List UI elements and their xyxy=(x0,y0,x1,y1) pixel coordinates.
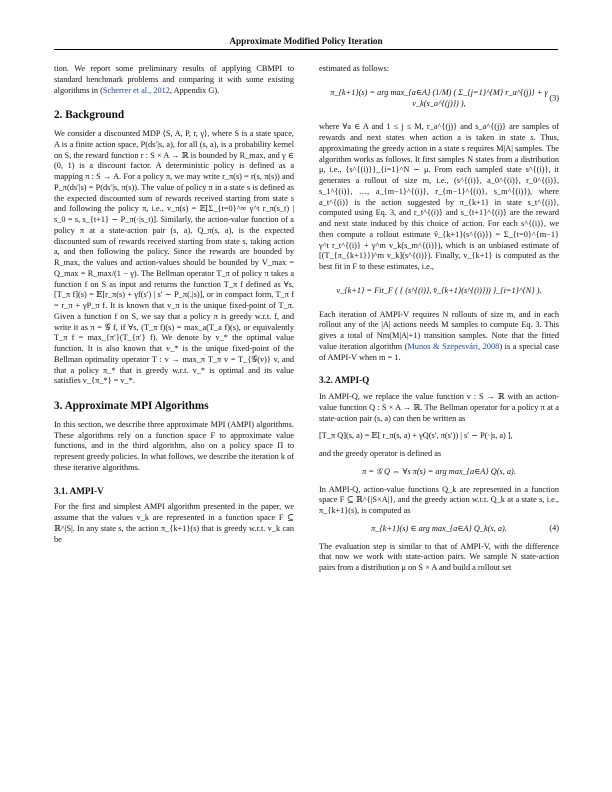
qk-paragraph: In AMPI-Q, action-value functions Q_k are represented in a function space F ⊆ ℝ^{|S×A|}, and the greedy action w.r.t. Q_k at a state s, i.e., π_{k+1}(s), is computed as xyxy=(319,484,559,515)
equation-greedy: π = 𝒢 Q ⇔ ∀s π(s) = arg max_{a∈A} Q(s, a). xyxy=(362,466,516,476)
equation-bellman-q: [T_π Q](s, a) = 𝔼[ r_π(s, a) + γQ(s′, π(s′)) | s′ ∼ P(·|s, a) ], xyxy=(319,431,513,441)
subsection-heading-ampi-q: 3.2. AMPI-Q xyxy=(319,375,370,386)
greedy-lead: and the greedy operator is defined as xyxy=(319,449,442,458)
section-heading-ampi: 3. Approximate MPI Algorithms xyxy=(54,400,209,412)
sampling-paragraph: where ∀a ∈ A and 1 ≤ j ≤ M, r_a^{(j)} and s_a^{(j)} are samples of rewards and next states when action a is taken in state s. Thus, approximating the greedy action in a state s requires M|A| samples. The algorithm works as follows. It first samples N states from a distribution μ, i.e., {s^{(i)}}_{i=1}^N ∼ μ. From each sampled state s^{(i)}, it generates a rollout of size m, i.e., (s^{(i)}, a_0^{(i)}, r_0^{(i)}, s_1^{(i)}, …, a_{m−1}^{(i)}, r_{m−1}^{(i)}, s_m^{(i)}), where a_t^{(i)} is the action suggested by π_{k+1} in state s_t^{(i)}, computed using Eq. 3, and r_t^{(i)} and s_{t+1}^{(i)} are the reward and next state induced by this choice of action. For each s^{(i)}, we then compute a rollout estimate v̂_{k+1}(s^{(i)}) = Σ_{t=0}^{m−1} γ^t r_t^{(i)} + γ^m v_k(s_m^{(i)}), which is an unbiased estimate of [(T_{π_{k+1}})^m v_k](s^{(i)}). Finally, v_{k+1} is computed as the best fit in F to these estimates, i.e., xyxy=(319,122,559,271)
equation-3: π_{k+1}(s) = arg max_{a∈A} (1/M) ( Σ_{j=1}^{M} r_a^{(j)} + γ v_k(s_a^{(j)}) ), (3) xyxy=(330,87,559,108)
intro-paragraph: tion. We report some preliminary results of applying CBMPI to standard benchmark problems and comparing it with some existing algorithms in (Scherrer et al., 2012, Appendix G). xyxy=(54,64,294,95)
left-column xyxy=(54,64,294,545)
equation-number: (3) xyxy=(549,93,559,103)
running-head: Approximate Modified Policy Iteration xyxy=(54,36,558,50)
ampi-v-paragraph: For the first and simplest AMPI algorithm presented in the paper, we assume that the values v_k are represented in a function space F ⊆ ℝ^|S|. In any state s, the action π_{k+1}(s) that is greedy w.r.t. v_k can be xyxy=(54,502,294,544)
citation-link[interactable]: Scherrer et al., 2012 xyxy=(102,85,170,95)
estimate-lead: estimated as follows: xyxy=(319,64,390,73)
ampi-intro-paragraph: In this section, we describe three approximate MPI (AMPI) algorithms. These algorithms rely on a function space F to approximate value functions, and in the third algorithm, also on a policy space Π to represent greedy policies. In what follows, we describe the iteration k of these iterative algorithms. xyxy=(54,419,294,472)
ampi-v-cost-paragraph: Each iteration of AMPI-V requires N rollouts of size m, and in each rollout any of the |A| actions needs M samples to compute Eq. 3. This gives a total of Nm(M|A|+1) transition samples. Note that the fitted value iteration algorithm (Munos & Szepesvári, 2008) is a special case of AMPI-V when m = 1. xyxy=(319,309,559,362)
equation-4: π_{k+1}(s) ∈ arg max_{a∈A} Q_k(s, a). (4) xyxy=(371,523,559,533)
background-paragraph: We consider a discounted MDP ⟨S, A, P, r, γ⟩, where S is a state space, A is a finite action space, P(ds′|s, a), for all (s, a), is a probability kernel on S, the reward function r : S × A → ℝ is bounded by R_max, and γ ∈ (0, 1) is a discount factor. A deterministic policy is defined as a mapping π : S → A. For a policy π, we may write r_π(s) = r(s, π(s)) and P_π(ds′|s) = P(ds′|s, π(s)). The value of policy π in a state s is defined as the expected discounted sum of rewards received starting from state s and following the policy π, i.e., v_π(s) = 𝔼[Σ_{t=0}^∞ γ^t r_π(s_t) | s_0 = s, s_{t+1} ∼ P_π(·|s_t)]. Similarly, the action-value function of a policy π at a state-action pair (s, a), Q_π(s, a), is the expected discounted sum of rewards received starting from state s, taking action a, and then following the policy. Since the rewards are bounded by R_max, the values and action-values should be bounded by V_max = Q_max = R_max/(1 − γ). The Bellman operator T_π of policy π takes a function f on S as input and returns the function T_π f defined as ∀s, [T_π f](s) = 𝔼[r_π(s) + γf(s′) | s′ ∼ P_π(.|s)], or in compact form, T_π f = r_π + γP_π f. It is known that v_π is the unique fixed-point of T_π. Given a function f on S, we say that a policy π is greedy w.r.t. f, and write it as π = 𝒢 f, if ∀s, (T_π f)(s) = max_a(T_a f)(s), or equivalently T_π f = max_{π′}(T_{π′} f). We denote by v_* the optimal value function. It is also known that v_* is the unique fixed-point of the Bellman optimality operator T : v → max_π T_π v = T_{𝒢(v)} v, and that a policy π_* that is greedy w.r.t. v_* is optimal and its value satisfies v_{π_*} = v_*. xyxy=(54,129,294,386)
evaluation-paragraph: The evaluation step is similar to that of AMPI-V, with the difference that now we work with state-action pairs. We sample N state-action pairs from a distribution μ on S × A and build a rollout set xyxy=(319,541,559,572)
section-heading-background: 2. Background xyxy=(54,109,125,122)
ampi-q-paragraph: In AMPI-Q, we replace the value function v : S → ℝ with an action-value function Q : S × A → ℝ. The Bellman operator for a policy π at a state-action pair (s, a) can then be written as xyxy=(319,392,559,423)
right-column xyxy=(319,64,559,574)
citation-link[interactable]: Munos & Szepesvári, 2008 xyxy=(407,341,500,351)
subsection-heading-ampi-v: 3.1. AMPI-V xyxy=(54,485,104,496)
equation-fit: v_{k+1} = Fit_F ( { (s^{(i)}, v̂_{k+1}(s^{(i)})) }_{i=1}^{N} ). xyxy=(336,285,542,295)
equation-number: (4) xyxy=(549,523,559,533)
